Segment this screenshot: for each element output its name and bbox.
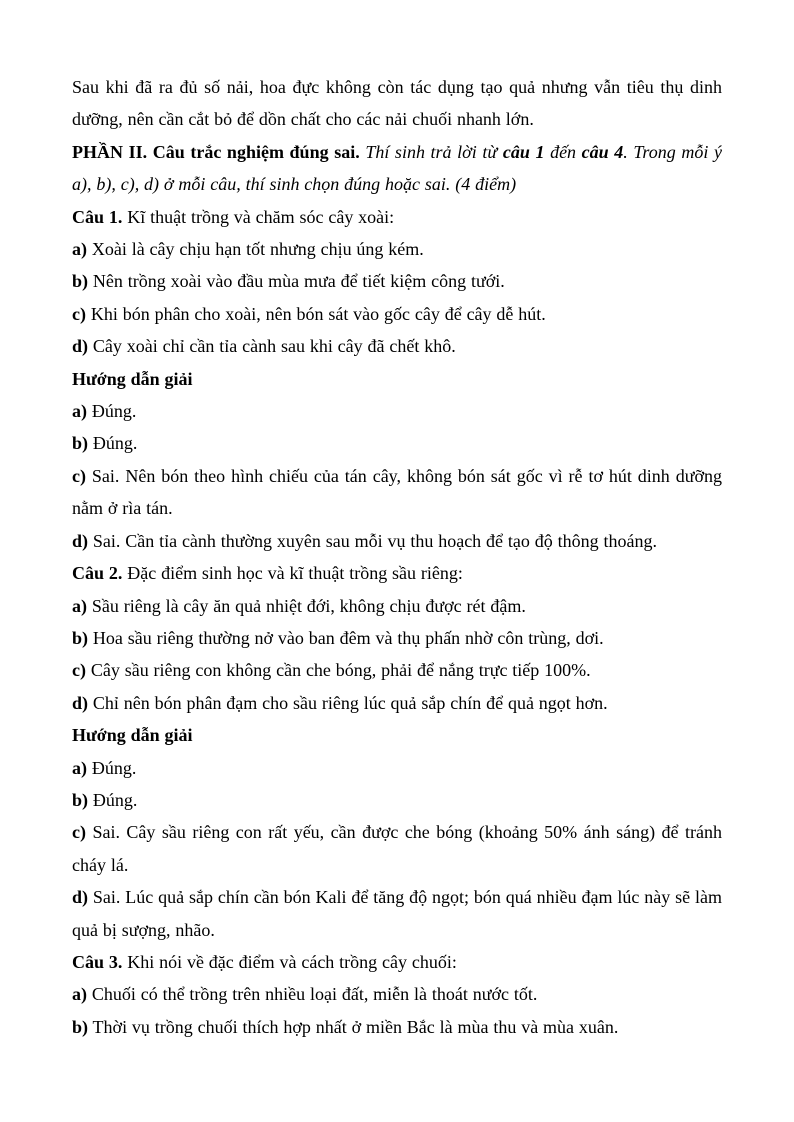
question-2-item-d	[72, 687, 722, 719]
question-1-item-a	[72, 233, 722, 265]
text-run: b)	[72, 1016, 89, 1037]
text-run: Đúng.	[88, 433, 138, 454]
text-run: Sai. Cần tỉa cành thường xuyên sau mỗi vụ thu hoạch để tạo độ thông thoáng.	[88, 530, 657, 551]
question-3-item-b	[72, 1011, 722, 1043]
text-run: Đúng.	[87, 757, 137, 778]
text-run: c)	[72, 822, 86, 843]
text-run: Sau khi đã ra đủ số nải, hoa đực không còn tác dụng tạo quả nhưng vẫn tiêu thụ dinh dưỡng, nên cần cắt bỏ để dồn chất cho các nải chuối nhanh lớn.	[72, 77, 722, 130]
text-run: Sai. Nên bón theo hình chiếu của tán cây, không bón sát gốc vì rễ tơ hút dinh dưỡng nằm ở rìa tán.	[72, 465, 722, 519]
question-2-item-c	[72, 654, 722, 686]
text-run: . Trong mỗi ý a), b), c), d) ở mỗi câu, thí sinh chọn đúng hoặc sai. (4 điểm)	[72, 141, 722, 195]
text-run: b)	[72, 789, 89, 810]
text-run: Kĩ thuật trồng và chăm sóc cây xoài:	[122, 206, 395, 227]
question-1-item-b	[72, 265, 722, 297]
text-run: Câu 2.	[72, 563, 123, 584]
text-run: Khi bón phân cho xoài, nên bón sát vào gốc cây để cây dễ hút.	[85, 303, 546, 324]
text-run: Cây xoài chỉ cần tỉa cành sau khi cây đã chết khô.	[88, 336, 456, 357]
intro-paragraph	[72, 71, 722, 136]
text-run: Khi nói về đặc điểm và cách trồng cây chuối:	[122, 951, 457, 972]
text-run: Thí sinh trả lời từ	[365, 141, 503, 162]
text-run: Hướng dẫn giải	[72, 368, 193, 389]
text-run: đến	[544, 141, 582, 162]
question-2-item-a	[72, 590, 722, 622]
text-run: Hướng dẫn giải	[72, 725, 193, 746]
text-run: Chỉ nên bón phân đạm cho sầu riêng lúc quả sắp chín để quả ngọt hơn.	[88, 692, 608, 713]
text-run: c)	[72, 660, 86, 681]
text-run: Hoa sầu riêng thường nở vào ban đêm và thụ phấn nhờ côn trùng, dơi.	[88, 627, 604, 648]
text-run: Đặc điểm sinh học và kĩ thuật trồng sầu riêng:	[122, 563, 463, 584]
solution-2-item-b	[72, 784, 722, 816]
question-3-item-a	[72, 978, 722, 1010]
text-run: d)	[72, 692, 89, 713]
text-run: Sai. Lúc quả sắp chín cần bón Kali để tăng độ ngọt; bón quá nhiều đạm lúc này sẽ làm quả bị sượng, nhão.	[72, 887, 722, 940]
text-run: câu 1	[502, 141, 545, 162]
text-run: Câu 1.	[72, 206, 123, 227]
text-run: c)	[72, 303, 86, 324]
text-run: Sai. Cây sầu riêng con rất yếu, cần được che bóng (khoảng 50% ánh sáng) để tránh cháy lá.	[72, 822, 722, 875]
text-run: a)	[72, 757, 87, 778]
solution-1-item-d	[72, 525, 722, 557]
text-run: Thời vụ trồng chuối thích hợp nhất ở miền Bắc là mùa thu và mùa xuân.	[88, 1016, 619, 1037]
question-1-item-d	[72, 330, 722, 362]
text-run: d)	[72, 530, 89, 551]
question-2-item-b	[72, 622, 722, 654]
question-2-title	[72, 557, 722, 589]
text-run: câu 4	[581, 141, 624, 162]
text-run: Câu 3.	[72, 951, 123, 972]
solution-1-heading	[72, 363, 722, 395]
text-run: PHẦN II. Câu trắc nghiệm đúng sai.	[72, 141, 366, 162]
text-run: b)	[72, 627, 89, 648]
text-run: a)	[72, 401, 87, 422]
question-1-item-c	[72, 298, 722, 330]
text-run: c)	[72, 465, 86, 486]
text-run: Sầu riêng là cây ăn quả nhiệt đới, không chịu được rét đậm.	[87, 595, 526, 616]
question-1-title	[72, 201, 722, 233]
solution-1-item-c	[72, 460, 722, 525]
text-run: Cây sầu riêng con không cần che bóng, phải để nắng trực tiếp 100%.	[85, 660, 591, 681]
text-run: b)	[72, 271, 89, 292]
solution-2-item-d	[72, 881, 722, 946]
text-run: b)	[72, 433, 89, 454]
solution-2-heading	[72, 719, 722, 751]
text-run: a)	[72, 239, 87, 260]
text-run: Chuối có thể trồng trên nhiều loại đất, miễn là thoát nước tốt.	[87, 984, 538, 1005]
text-run: Đúng.	[87, 401, 137, 422]
text-run: Đúng.	[88, 789, 138, 810]
text-run: a)	[72, 595, 87, 616]
text-run: a)	[72, 984, 87, 1005]
part2-heading	[72, 136, 722, 201]
solution-2-item-c	[72, 816, 722, 881]
text-run: Nên trồng xoài vào đầu mùa mưa để tiết kiệm công tưới.	[88, 271, 505, 292]
text-run: d)	[72, 336, 89, 357]
document-body	[72, 71, 722, 1043]
solution-1-item-b	[72, 427, 722, 459]
question-3-title	[72, 946, 722, 978]
solution-1-item-a	[72, 395, 722, 427]
text-run: Xoài là cây chịu hạn tốt nhưng chịu úng kém.	[87, 239, 424, 260]
solution-2-item-a	[72, 752, 722, 784]
text-run: d)	[72, 887, 89, 908]
